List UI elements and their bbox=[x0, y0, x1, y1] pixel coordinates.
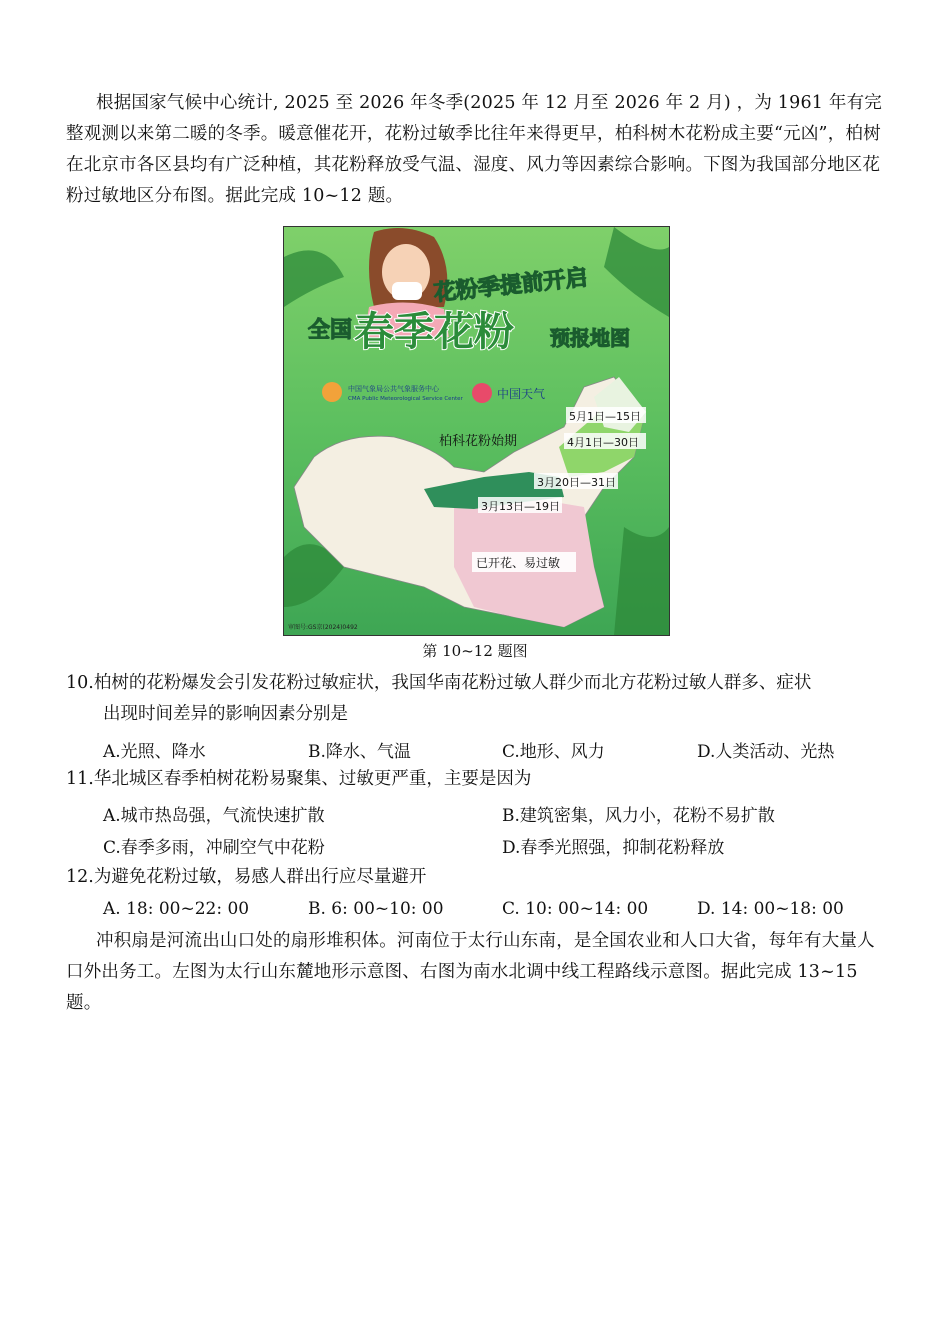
cma-logo-icon bbox=[322, 382, 342, 402]
q12-option-c: C. 10: 00~14: 00 bbox=[502, 899, 649, 919]
map-approval-number: 审图号:GS京(2024)0492 bbox=[288, 624, 358, 631]
intro-paragraph: 根据国家气候中心统计, 2025 至 2026 年冬季(2025 年 12 月至 2026 年 2 月) ，为 1961 年有完整观测以来第二暖的冬季。暖意催花开，花粉过敏季比往年来得更早，柏科树木花粉成主要“元凶”，柏树在北京市各区县均有广泛种植，其花粉释放受气温、湿度、风力等因素综合影响。下图为我国部分地区花粉过敏地区分布图。据此完成 10~12 题。 bbox=[66, 93, 882, 206]
label-march-13: 3月13日—19日 bbox=[481, 500, 560, 513]
q11-option-d: D.春季光照强，抑制花粉释放 bbox=[502, 838, 725, 858]
q12-option-b: B. 6: 00~10: 00 bbox=[308, 899, 444, 919]
q10-option-b: B.降水、气温 bbox=[308, 742, 411, 762]
pollen-map-figure bbox=[283, 226, 670, 636]
headline-top: 花粉季提前开启 bbox=[432, 265, 589, 307]
label-march-20: 3月20日—31日 bbox=[537, 476, 616, 489]
q11-option-b: B.建筑密集，风力小，花粉不易扩散 bbox=[502, 806, 775, 826]
label-may: 5月1日—15日 bbox=[569, 410, 641, 423]
q11-option-c: C.春季多雨，冲刷空气中花粉 bbox=[103, 838, 325, 858]
headline-main-prefix: 全国 bbox=[308, 318, 353, 343]
intro-paragraph-2: 冲积扇是河流出山口处的扇形堆积体。河南位于太行山东南，是全国农业和人口大省，每年有大量人口外出务工。左图为太行山东麓地形示意图、右图为南水北调中线工程路线示意图。据此完成 13~15 题。 bbox=[66, 931, 875, 1013]
headline-main-big: 春季花粉 bbox=[354, 309, 514, 355]
q10-stem-cont: 出现时间差异的影响因素分别是 bbox=[103, 704, 348, 724]
q10-option-c: C.地形、风力 bbox=[502, 742, 605, 762]
org-cn: 中国气象局公共气象服务中心 bbox=[348, 385, 439, 393]
brand-text: 中国天气 bbox=[497, 387, 546, 401]
q10-option-d: D.人类活动、光热 bbox=[697, 742, 835, 762]
org-en: CMA Public Meteorological Service Center bbox=[348, 396, 463, 402]
q12-option-a: A. 18: 00~22: 00 bbox=[103, 899, 250, 919]
pollen-map-graphic bbox=[284, 227, 669, 635]
label-allergy: 已开花、易过敏 bbox=[476, 556, 561, 570]
weather-brand-icon bbox=[472, 383, 492, 403]
q10-stem: 10.柏树的花粉爆发会引发花粉过敏症状，我国华南花粉过敏人群少而北方花粉过敏人群多、症状 bbox=[66, 673, 812, 693]
q11-stem: 11.华北城区春季柏树花粉易聚集、过敏更严重，主要是因为 bbox=[66, 769, 532, 789]
q11-option-a: A.城市热岛强，气流快速扩散 bbox=[103, 806, 325, 826]
q12-option-d: D. 14: 00~18: 00 bbox=[697, 899, 844, 919]
figure-caption: 第 10~12 题图 bbox=[422, 642, 528, 660]
q10-option-a: A.光照、降水 bbox=[103, 742, 206, 762]
q12-stem: 12.为避免花粉过敏，易感人群出行应尽量避开 bbox=[66, 867, 427, 887]
headline-main-suffix: 预报地图 bbox=[550, 326, 630, 350]
label-april: 4月1日—30日 bbox=[567, 436, 639, 449]
legend-title: 柏科花粉始期 bbox=[439, 434, 518, 449]
